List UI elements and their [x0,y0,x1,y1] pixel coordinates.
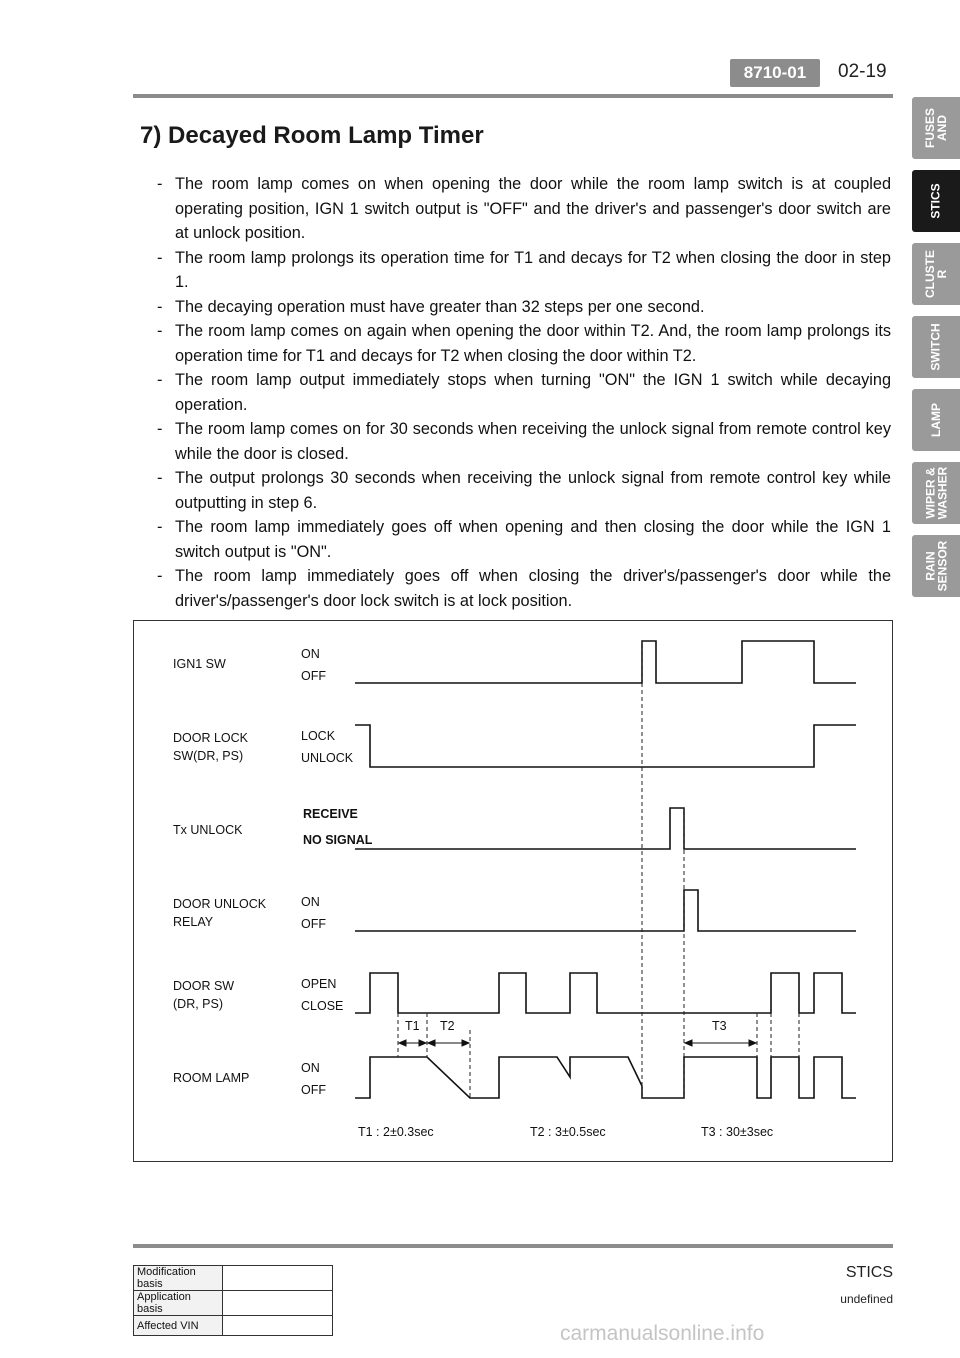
signal-name-unlock-relay-1: DOOR UNLOCK [173,897,267,911]
basis-value [223,1316,333,1336]
basis-table [133,1265,333,1336]
table-row [134,1316,333,1336]
waveform-unlock-relay [355,890,856,931]
footer-divider [133,1244,893,1248]
state-lamp-off: OFF [301,1083,326,1097]
description-item: - The room lamp immediately goes off when closing the driver's/passenger's door while the driver's/passenger's door lock switch is at lock position. [155,564,891,613]
description-item: - The room lamp output immediately stops when turning "ON" the IGN 1 switch while decaying operation. [155,368,891,417]
legend-t3: T3 : 30±3sec [701,1125,774,1139]
waveform-door-sw [355,973,856,1013]
signal-name-door-lock-2: SW(DR, PS) [173,749,244,763]
footer-brand: STICS [845,1264,893,1281]
legend-t1: T1 : 2±0.3sec [358,1125,434,1139]
signal-name-door-lock-1: DOOR LOCK [173,731,249,745]
tab-fuses[interactable]: FUSES AND [912,97,960,159]
state-lock: LOCK [301,729,336,743]
t3-marker: T3 [712,1019,727,1033]
waveform-ign1 [355,641,856,683]
tab-lamp[interactable]: LAMP [912,389,960,451]
signal-name-tx-unlock: Tx UNLOCK [173,823,243,837]
t2-arrowhead-right [462,1040,469,1046]
state-no-signal: NO SIGNAL [303,833,373,847]
state-relay-on: ON [301,895,320,909]
state-ign1-on: ON [301,647,320,661]
t2-arrowhead-left [428,1040,435,1046]
description-item: - The output prolongs 30 seconds when receiving the unlock signal from remote control key while outputting in step 6. [155,466,891,515]
state-open: OPEN [301,977,337,991]
signal-name-ign1: IGN1 SW [173,657,226,671]
section-code-badge: 8710-01 [730,59,820,87]
basis-label: Affected VIN [134,1316,223,1336]
t1-marker: T1 [405,1019,420,1033]
signal-name-room-lamp: ROOM LAMP [173,1071,250,1085]
description-item: - The decaying operation must have greater than 32 steps per one second. [155,295,891,320]
description-item: - The room lamp immediately goes off when opening and then closing the door while the IGN 1 switch output is "ON". [155,515,891,564]
basis-label: Modification basis [134,1266,223,1291]
basis-label: Application basis [134,1291,223,1316]
description-item: - The room lamp comes on for 30 seconds when receiving the unlock signal from remote control key while the door is closed. [155,417,891,466]
state-relay-off: OFF [301,917,326,931]
t2-marker: T2 [440,1019,455,1033]
state-unlock: UNLOCK [301,751,354,765]
legend-t2: T2 : 3±0.5sec [530,1125,606,1139]
waveform-tx-unlock [355,808,856,849]
description-item: - The room lamp prolongs its operation time for T1 and decays for T2 when closing the door in step 1. [155,246,891,295]
waveform-door-lock [355,725,856,767]
description-item: - The room lamp comes on again when opening the door within T2. And, the room lamp prolongs its operation time for T1 and decays for T2 when closing the door within T2. [155,319,891,368]
header-divider [133,94,893,98]
page-number: 02-19 [838,61,887,82]
waveform-room-lamp [355,1057,856,1098]
description-item: - The room lamp comes on when opening the door while the room lamp switch is at coupled operating position, IGN 1 switch output is "OFF" and the driver's and passenger's door switch are at unlock position. [155,172,891,246]
t1-arrowhead-left [399,1040,406,1046]
section-title: 7) Decayed Room Lamp Timer [140,122,484,149]
tab-wiper-washer[interactable]: WIPER & WASHER [912,462,960,524]
state-receive: RECEIVE [303,807,358,821]
tab-rain-sensor[interactable]: RAIN SENSOR [912,535,960,597]
state-ign1-off: OFF [301,669,326,683]
basis-value [223,1266,333,1291]
footer-subtitle: undefined [840,1292,893,1306]
signal-name-door-sw-2: (DR, PS) [173,997,223,1011]
watermark: carmanualsonline.info [560,1322,765,1345]
table-row [134,1266,333,1291]
tab-switch[interactable]: SWITCH [912,316,960,378]
state-close: CLOSE [301,999,344,1013]
table-row [134,1291,333,1316]
timing-diagram [133,620,893,1161]
t3-arrowhead-left [685,1040,692,1046]
tab-cluster[interactable]: CLUSTE R [912,243,960,305]
state-lamp-on: ON [301,1061,320,1075]
signal-name-door-sw-1: DOOR SW [173,979,235,993]
chapter-tabs [912,97,960,608]
t1-arrowhead-right [419,1040,426,1046]
signal-name-unlock-relay-2: RELAY [173,915,214,929]
description-list [155,172,891,613]
basis-value [223,1291,333,1316]
tab-stics[interactable]: STICS [912,170,960,232]
t3-arrowhead-right [749,1040,756,1046]
